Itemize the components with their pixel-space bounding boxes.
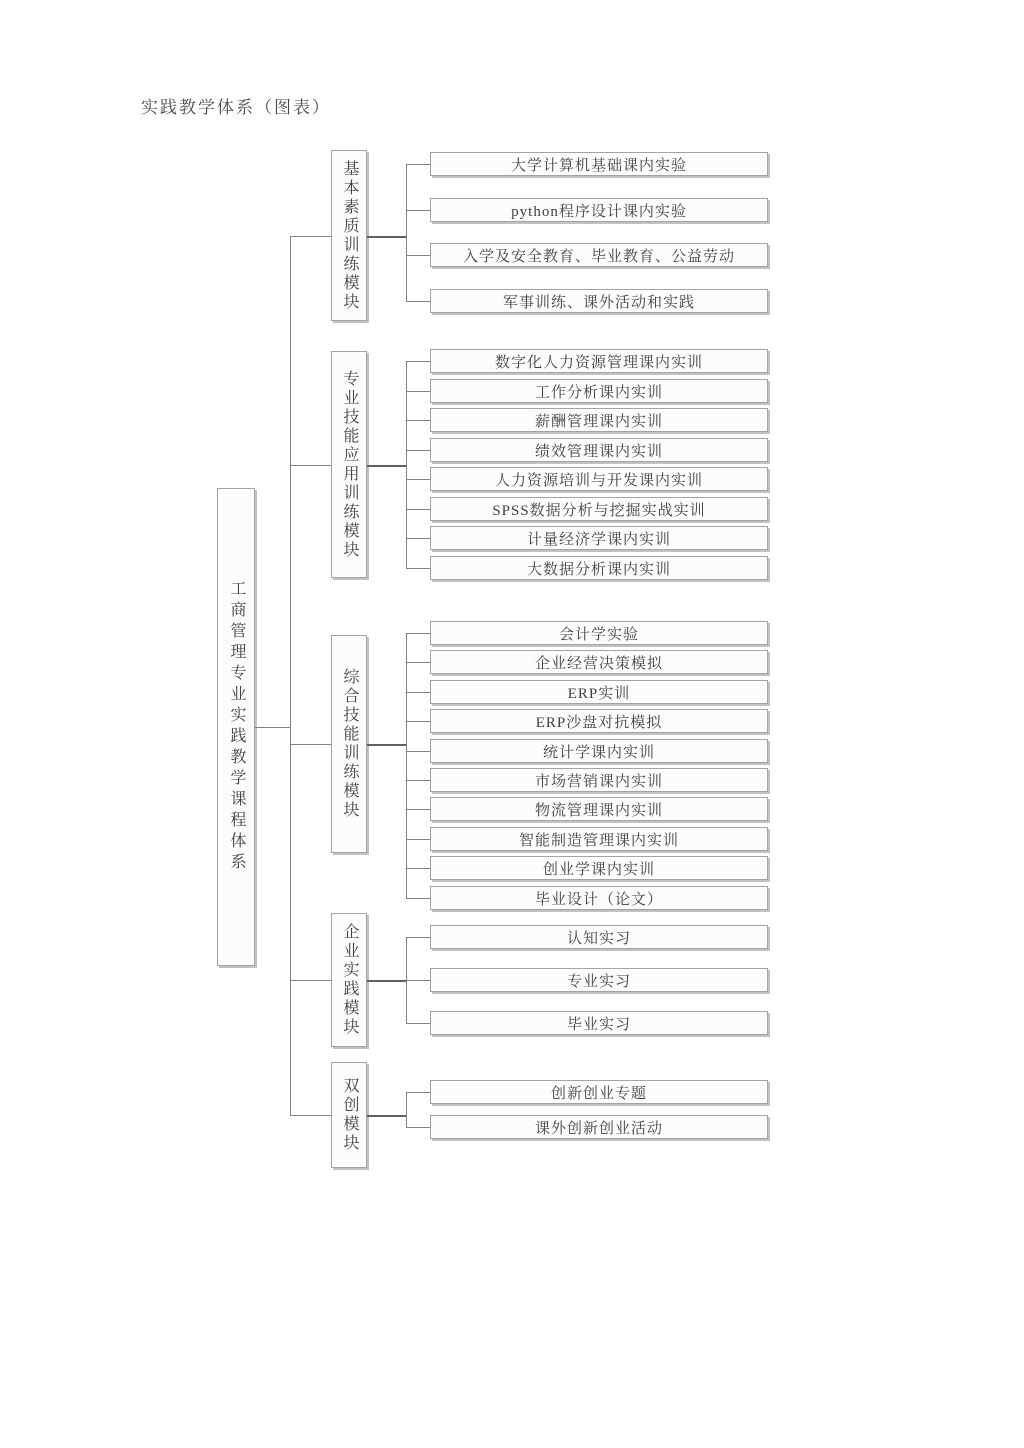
leaf-node: 计量经济学课内实训	[430, 526, 768, 550]
connector-line	[406, 164, 430, 165]
connector-line	[290, 1115, 331, 1116]
connector-line	[367, 465, 406, 467]
leaf-node: 薪酬管理课内实训	[430, 408, 768, 432]
connector-line	[290, 465, 331, 466]
connector-line	[406, 1092, 407, 1127]
leaf-node: 创新创业专题	[430, 1080, 768, 1104]
connector-line	[290, 236, 331, 237]
module-node	[331, 913, 367, 1047]
connector-line	[406, 839, 430, 840]
leaf-node: 创业学课内实训	[430, 856, 768, 880]
module-node-label: 综合技能训练模块	[341, 668, 358, 820]
leaf-node: 专业实习	[430, 968, 768, 992]
module-node-label: 企业实践模块	[341, 923, 358, 1037]
connector-line	[367, 236, 406, 238]
connector-line	[406, 568, 430, 569]
connector-line	[406, 780, 430, 781]
leaf-node: 人力资源培训与开发课内实训	[430, 467, 768, 491]
module-node-label: 双创模块	[341, 1077, 358, 1153]
leaf-node: 课外创新创业活动	[430, 1115, 768, 1139]
root-node	[217, 488, 255, 966]
connector-line	[406, 1127, 430, 1128]
module-node	[331, 1062, 367, 1168]
connector-line	[406, 361, 407, 568]
connector-line	[406, 479, 430, 480]
module-node	[331, 635, 367, 853]
leaf-node: SPSS数据分析与挖掘实战实训	[430, 497, 768, 521]
connector-line	[406, 301, 430, 302]
connector-line	[406, 450, 430, 451]
connector-line	[406, 721, 430, 722]
leaf-node: 智能制造管理课内实训	[430, 827, 768, 851]
connector-line	[406, 633, 430, 634]
leaf-node: 军事训练、课外活动和实践	[430, 289, 768, 313]
page-title: 实践教学体系（图表）	[141, 98, 331, 117]
connector-line	[406, 898, 430, 899]
leaf-node: 会计学实验	[430, 621, 768, 645]
connector-line	[406, 164, 407, 301]
connector-line	[406, 751, 430, 752]
connector-line	[406, 420, 430, 421]
root-node-label: 工商管理专业实践教学课程体系	[228, 580, 245, 874]
connector-line	[406, 361, 430, 362]
connector-line	[255, 727, 290, 728]
connector-line	[406, 391, 430, 392]
leaf-node: 企业经营决策模拟	[430, 650, 768, 674]
connector-line	[406, 255, 430, 256]
connector-line	[367, 744, 406, 746]
connector-line	[406, 1092, 430, 1093]
leaf-node: 数字化人力资源管理课内实训	[430, 349, 768, 373]
leaf-node: 毕业实习	[430, 1011, 768, 1035]
connector-line	[406, 662, 430, 663]
connector-line	[290, 980, 331, 981]
leaf-node: 绩效管理课内实训	[430, 438, 768, 462]
leaf-node: 入学及安全教育、毕业教育、公益劳动	[430, 243, 768, 267]
module-node-label: 基本素质训练模块	[341, 159, 358, 312]
leaf-node: 市场营销课内实训	[430, 768, 768, 792]
connector-line	[406, 980, 430, 981]
connector-line	[406, 809, 430, 810]
module-node	[331, 351, 367, 578]
connector-line	[290, 744, 331, 745]
leaf-node: 毕业设计（论文）	[430, 886, 768, 910]
leaf-node: ERP沙盘对抗模拟	[430, 709, 768, 733]
connector-line	[406, 692, 430, 693]
leaf-node: 大数据分析课内实训	[430, 556, 768, 580]
module-node	[331, 150, 367, 321]
connector-line	[406, 1023, 430, 1024]
leaf-node: 认知实习	[430, 925, 768, 949]
connector-line	[367, 1115, 406, 1117]
connector-line	[406, 633, 407, 898]
connector-line	[290, 236, 291, 1116]
connector-line	[406, 538, 430, 539]
connector-line	[406, 509, 430, 510]
leaf-node: 工作分析课内实训	[430, 379, 768, 403]
connector-line	[406, 210, 430, 211]
leaf-node: 物流管理课内实训	[430, 797, 768, 821]
leaf-node: 统计学课内实训	[430, 739, 768, 763]
connector-line	[406, 937, 430, 938]
leaf-node: python程序设计课内实验	[430, 198, 768, 222]
leaf-node: ERP实训	[430, 680, 768, 704]
connector-line	[406, 868, 430, 869]
connector-line	[367, 980, 406, 982]
leaf-node: 大学计算机基础课内实验	[430, 152, 768, 176]
module-node-label: 专业技能应用训练模块	[341, 369, 358, 560]
